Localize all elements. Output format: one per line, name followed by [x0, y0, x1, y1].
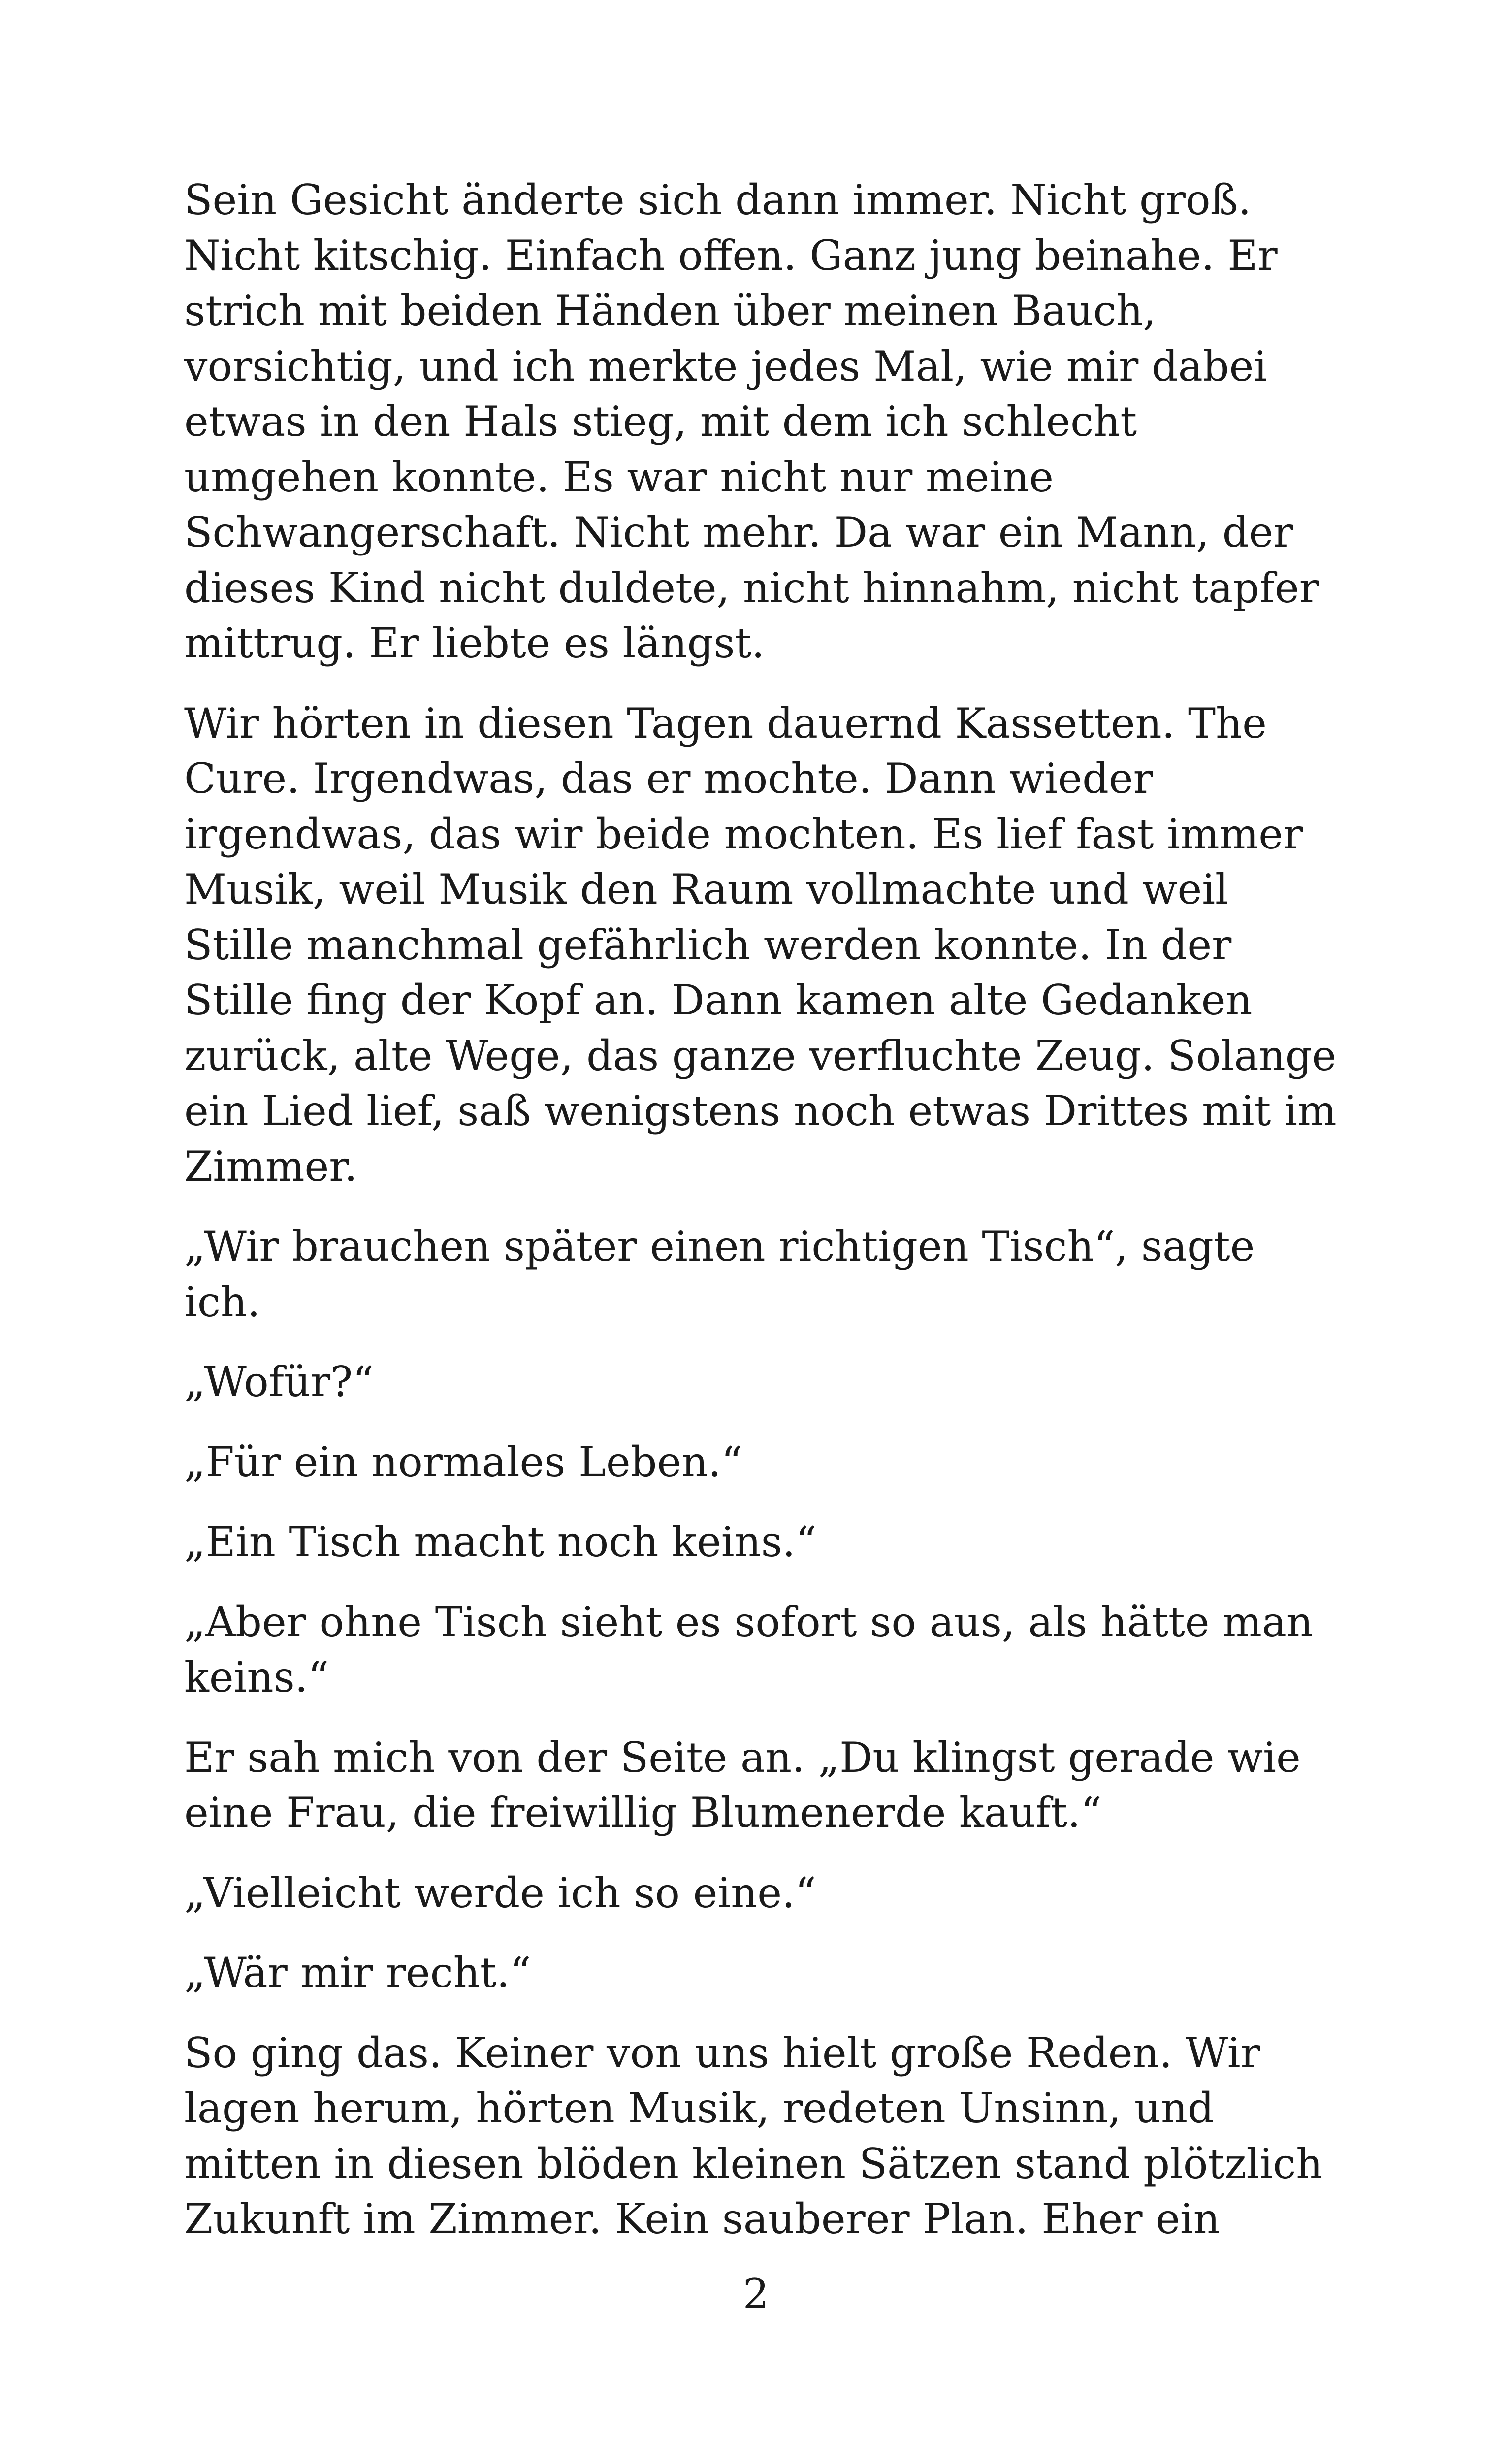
- text-line: strich mit beiden Händen über meinen Bauch,: [184, 287, 1157, 335]
- text-line: „Wär mir recht.“: [184, 1949, 531, 1997]
- text-line: „Ein Tisch macht noch keins.“: [184, 1518, 817, 1566]
- paragraph: [184, 1354, 1346, 1410]
- text-line: „Für ein normales Leben.“: [184, 1437, 742, 1486]
- paragraph: [184, 1730, 1346, 1841]
- text-line: „Aber ohne Tisch sieht es sofort so aus, als hätte man: [184, 1597, 1314, 1646]
- text-line: ich.: [184, 1277, 260, 1326]
- text-line: vorsichtig, und ich merkte jedes Mal, wie mir dabei: [184, 342, 1267, 391]
- text-line: Zimmer.: [184, 1142, 357, 1191]
- paragraph: [184, 1865, 1346, 1921]
- paragraph: [184, 1945, 1346, 2001]
- page-number: 2: [742, 2270, 770, 2318]
- text-line: mitten in diesen blöden kleinen Sätzen stand plötzlich: [184, 2139, 1323, 2188]
- paragraph: [184, 1219, 1346, 1330]
- text-line: Schwangerschaft. Nicht mehr. Da war ein Mann, der: [184, 508, 1293, 556]
- text-line: So ging das. Keiner von uns hielt große Reden. Wir: [184, 2028, 1260, 2077]
- body-text: [184, 172, 1346, 2247]
- text-line: „Wofür?“: [184, 1358, 374, 1406]
- text-line: Wir hörten in diesen Tagen dauernd Kassetten. The: [184, 699, 1267, 748]
- text-line: zurück, alte Wege, das ganze verfluchte Zeug. Solange: [184, 1031, 1337, 1080]
- paragraph: [184, 1514, 1346, 1570]
- text-line: mittrug. Er liebte es längst.: [184, 619, 765, 667]
- paragraph: [184, 172, 1346, 671]
- text-line: umgehen konnte. Es war nicht nur meine: [184, 453, 1054, 501]
- text-line: Sein Gesicht änderte sich dann immer. Nicht groß.: [184, 176, 1252, 224]
- paragraph: [184, 696, 1346, 1195]
- text-line: ein Lied lief, saß wenigstens noch etwas Drittes mit im: [184, 1087, 1337, 1135]
- text-line: keins.“: [184, 1653, 329, 1701]
- text-line: Er sah mich von der Seite an. „Du klingst gerade wie: [184, 1733, 1301, 1782]
- text-line: dieses Kind nicht duldete, nicht hinnahm, nicht tapfer: [184, 563, 1319, 612]
- paragraph: [184, 1595, 1346, 1705]
- text-line: „Vielleicht werde ich so eine.“: [184, 1868, 816, 1917]
- text-line: irgendwas, das wir beide mochten. Es lief fast immer: [184, 810, 1303, 858]
- text-line: „Wir brauchen später einen richtigen Tisch“, sagte: [184, 1222, 1255, 1270]
- text-line: etwas in den Hals stieg, mit dem ich schlecht: [184, 397, 1137, 446]
- text-line: eine Frau, die freiwillig Blumenerde kauft.“: [184, 1789, 1102, 1837]
- text-line: Stille fing der Kopf an. Dann kamen alte Gedanken: [184, 976, 1253, 1024]
- text-line: lagen herum, hörten Musik, redeten Unsinn, und: [184, 2084, 1214, 2132]
- text-line: Musik, weil Musik den Raum vollmachte und weil: [184, 865, 1228, 913]
- text-line: Nicht kitschig. Einfach offen. Ganz jung beinahe. Er: [184, 231, 1278, 280]
- paragraph: [184, 2025, 1346, 2247]
- text-line: Stille manchmal gefährlich werden konnte. In der: [184, 920, 1232, 969]
- text-line: Zukunft im Zimmer. Kein sauberer Plan. Eher ein: [184, 2195, 1220, 2243]
- paragraph: [184, 1434, 1346, 1490]
- text-line: Cure. Irgendwas, das er mochte. Dann wieder: [184, 754, 1153, 803]
